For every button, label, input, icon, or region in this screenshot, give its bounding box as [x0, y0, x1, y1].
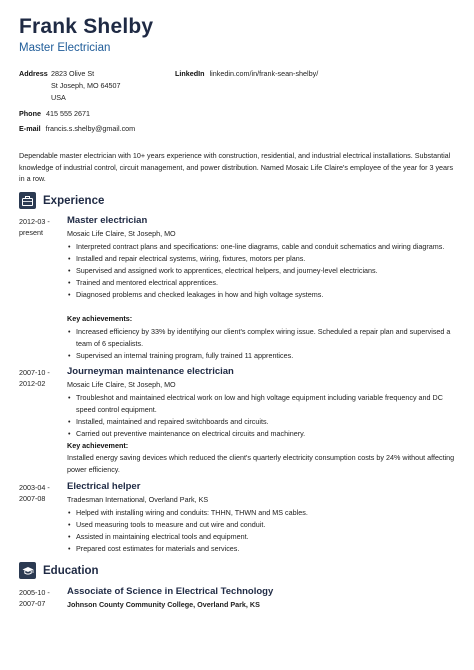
list-item: • Trained and mentored electrical apprentices.	[67, 277, 462, 289]
list-item: • Carried out preventive maintenance on electrical circuits and machinery.	[67, 428, 462, 440]
education-dates	[19, 587, 61, 609]
linkedin-link[interactable]: linkedin.com/in/frank-sean-shelby/	[209, 69, 319, 78]
phone-value: 415 555 2671	[45, 109, 90, 118]
list-item: • Installed, maintained and repaired switchboards and circuits.	[67, 416, 462, 428]
date-start: 2007-10 -	[19, 368, 50, 377]
education-entry	[67, 585, 462, 611]
job-duties-list	[67, 241, 462, 301]
phone-entry	[19, 108, 90, 120]
education-heading: Education	[43, 564, 99, 577]
job-title: Journeyman maintenance electrician	[67, 366, 234, 377]
experience-section-header	[19, 192, 104, 209]
list-item: • Assisted in maintaining electrical tools and equipment.	[67, 531, 462, 543]
email-link[interactable]: francis.s.shelby@gmail.com	[45, 124, 136, 133]
date-end: 2007-07	[19, 599, 46, 608]
date-end: 2012-02	[19, 379, 46, 388]
address-label: Address	[19, 69, 48, 78]
briefcase-icon	[19, 192, 36, 209]
email-label: E-mail	[19, 124, 41, 133]
list-item: • Installed and repair electrical systems, wiring, fixtures, motors per plans.	[67, 253, 462, 265]
job-company: Mosaic Life Claire, St Joseph, MO	[67, 229, 176, 238]
school-name: Johnson County Community College, Overland Park, KS	[67, 600, 260, 609]
address-line: USA	[51, 93, 66, 102]
graduation-cap-icon	[19, 562, 36, 579]
education-section-header	[19, 562, 99, 579]
address-line: 2823 Olive St	[51, 69, 95, 78]
list-item: • Increased efficiency by 33% by identifying our client's complex wiring issue. Scheduled a repair plan and supervised a team of 6 specialists.	[67, 326, 462, 350]
degree-title: Associate of Science in Electrical Technology	[67, 586, 274, 597]
job-entry	[67, 480, 462, 555]
job-title: Master electrician	[67, 215, 148, 226]
list-item: • Used measuring tools to measure and cut wire and conduit.	[67, 519, 462, 531]
list-item: • Prepared cost estimates for materials and services.	[67, 543, 462, 555]
list-item: • Interpreted contract plans and specifications: one-line diagrams, cable and conduit schematics and wiring diagrams.	[67, 241, 462, 253]
achievements-list	[67, 326, 462, 362]
list-item: • Supervised and assigned work to apprentices, electrical helpers, and journey-level electricians.	[67, 265, 462, 277]
list-item: • Troubleshot and maintained electrical work on low and high voltage equipment including variable frequency and DC speed control equipment.	[67, 392, 462, 416]
job-dates	[19, 367, 61, 389]
list-item: • Helped with installing wiring and conduits: THHN, THWN and MS cables.	[67, 507, 462, 519]
job-dates	[19, 216, 61, 238]
candidate-title: Master Electrician	[19, 42, 111, 54]
phone-label: Phone	[19, 109, 41, 118]
achievement-label: Key achievement:	[67, 441, 129, 450]
date-start: 2012-03 -	[19, 217, 50, 226]
job-duties-list	[67, 507, 462, 555]
candidate-name: Frank Shelby	[19, 15, 154, 38]
profile-summary: Dependable master electrician with 10+ years experience with construction, residential, and industrial electrical installations. Substantial knowledge of industrial control, circuit management, and power distribution. Named Mosaic Life Claire's employee of the year for 3 years in a row.	[19, 151, 454, 184]
job-duties-list	[67, 392, 462, 440]
address-block	[51, 68, 121, 104]
job-company: Mosaic Life Claire, St Joseph, MO	[67, 380, 176, 389]
achievement-text: Installed energy saving devices which reduced the client's quarterly electricity consumption costs by 24% without affecting power efficiency.	[67, 453, 455, 474]
date-start: 2003-04 -	[19, 483, 50, 492]
date-end: 2007-08	[19, 494, 46, 503]
linkedin-entry	[175, 68, 318, 80]
job-dates	[19, 482, 61, 504]
linkedin-label: LinkedIn	[175, 69, 205, 78]
email-entry	[19, 123, 135, 135]
job-company: Tradesman International, Overland Park, KS	[67, 495, 209, 504]
achievements-label: Key achievements:	[67, 314, 133, 323]
list-item: • Supervised an internal training program, fully trained 11 apprentices.	[67, 350, 462, 362]
experience-heading: Experience	[43, 194, 105, 207]
date-end: present	[19, 228, 43, 237]
address-line: St Joseph, MO 64507	[51, 81, 121, 90]
job-entry	[67, 214, 462, 362]
list-item: • Diagnosed problems and checked leakages in how and high voltage systems.	[67, 289, 462, 301]
job-entry	[67, 365, 462, 476]
date-start: 2005-10 -	[19, 588, 50, 597]
job-title: Electrical helper	[67, 481, 141, 492]
